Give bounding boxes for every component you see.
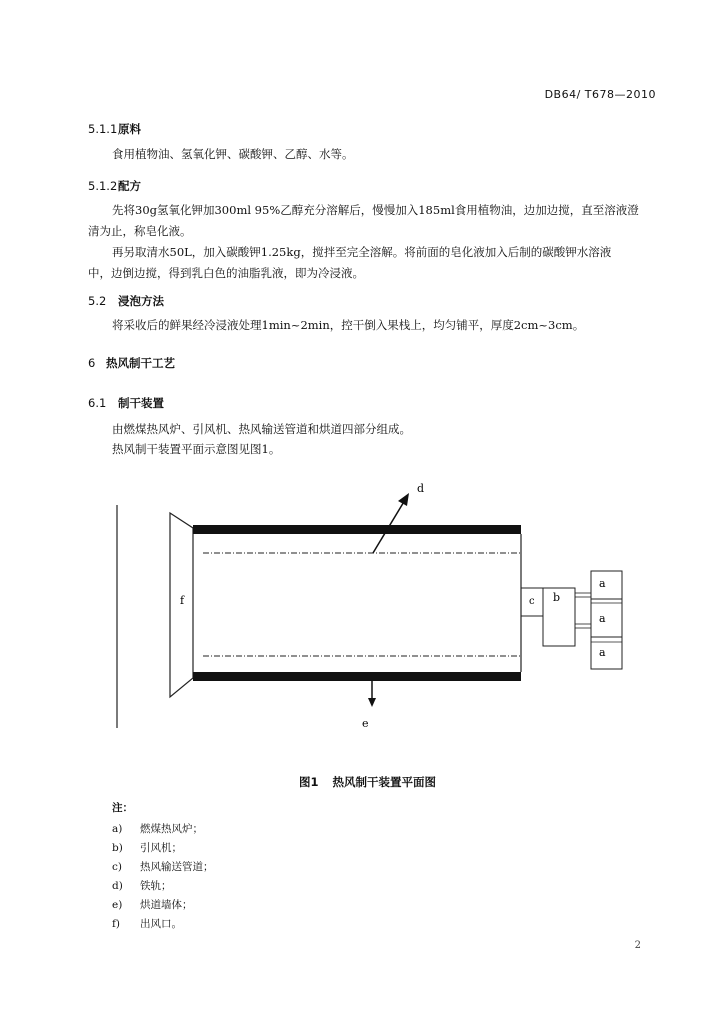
label-f: f (180, 594, 185, 607)
note-text: 引风机； (140, 842, 182, 854)
paragraph-formula-1-line-2: 清为止，称皂化液。 (88, 224, 192, 238)
paragraph-formula-2-line-1: 再另取清水50L，加入碳酸钾1.25kg，搅拌至完全溶解。将前面的皂化液加入后制的碳酸钾水溶液 (112, 245, 612, 259)
note-label: d) (112, 880, 123, 892)
paragraph-formula-2-line-2: 中，边倒边搅，得到乳白色的油脂乳液，即为冷浸液。 (88, 266, 364, 280)
note-text: 热风输送管道； (140, 861, 214, 873)
note-label: a) (112, 823, 123, 835)
heading-number: 5.1.2 (88, 179, 118, 193)
figure-title: 热风制干装置平面图 (332, 775, 437, 789)
tunnel-top-wall (193, 525, 521, 534)
paragraph-soaking-method: 将采收后的鲜果经冷浸液处理1min~2min，控干倒入果栈上，均匀铺平，厚度2cm~3cm。 (112, 318, 585, 332)
tunnel-bottom-wall (193, 672, 521, 681)
heading-title: 配方 (118, 179, 141, 193)
furnace-a-box-2 (591, 599, 622, 637)
paragraph-raw-materials: 食用植物油、氢氧化钾、碳酸钾、乙醇、水等。 (112, 147, 354, 161)
note-item (112, 916, 182, 931)
note-label: b) (112, 842, 123, 854)
note-label: f) (112, 918, 120, 930)
label-a-3: a (599, 646, 606, 659)
note-item (112, 859, 214, 874)
figure-number: 图1 (299, 775, 319, 789)
note-text: 烘道墙体； (140, 899, 193, 911)
page-number: 2 (634, 940, 641, 951)
note-text: 出风口。 (140, 918, 182, 930)
heading-title: 热风制干工艺 (106, 356, 175, 370)
note-item (112, 897, 193, 912)
heading-title: 制干装置 (118, 396, 164, 410)
note-text: 铁轨； (140, 880, 172, 892)
paragraph-formula-1-line-1: 先将30g氢氧化钾加300ml 95%乙醇充分溶解后，慢慢加入185ml食用植物油，边加边搅，直至溶液澄 (112, 203, 639, 217)
label-b: b (553, 591, 561, 604)
label-a-1: a (599, 577, 606, 590)
note-text: 燃煤热风炉； (140, 823, 203, 835)
arrow-e-head (368, 698, 376, 707)
paragraph-drying-device-2: 热风制干装置平面示意图见图1。 (112, 442, 281, 456)
document-code: DB64/ T678—2010 (544, 88, 656, 101)
furnace-a-box-1 (591, 571, 622, 599)
heading-number: 5.2 (88, 294, 107, 308)
heading-number: 6 (88, 356, 96, 370)
figure-caption (299, 774, 436, 790)
note-item (112, 821, 203, 836)
label-a-2: a (599, 612, 606, 625)
heading-title: 原料 (118, 122, 141, 136)
paragraph-drying-device-1: 由燃煤热风炉、引风机、热风输送管道和烘道四部分组成。 (112, 422, 411, 436)
label-d: d (417, 482, 425, 495)
connector (575, 593, 591, 597)
note-label: c) (112, 861, 122, 873)
heading-number: 6.1 (88, 396, 107, 410)
connector (575, 624, 591, 628)
note-item (112, 840, 182, 855)
notes-title: 注： (112, 802, 133, 814)
note-label: e) (112, 899, 123, 911)
arrow-d-head (398, 493, 409, 506)
label-c: c (529, 596, 535, 607)
heading-number: 5.1.1 (88, 122, 118, 136)
heading-title: 浸泡方法 (118, 294, 164, 308)
label-e: e (362, 717, 369, 730)
note-item (112, 878, 172, 893)
